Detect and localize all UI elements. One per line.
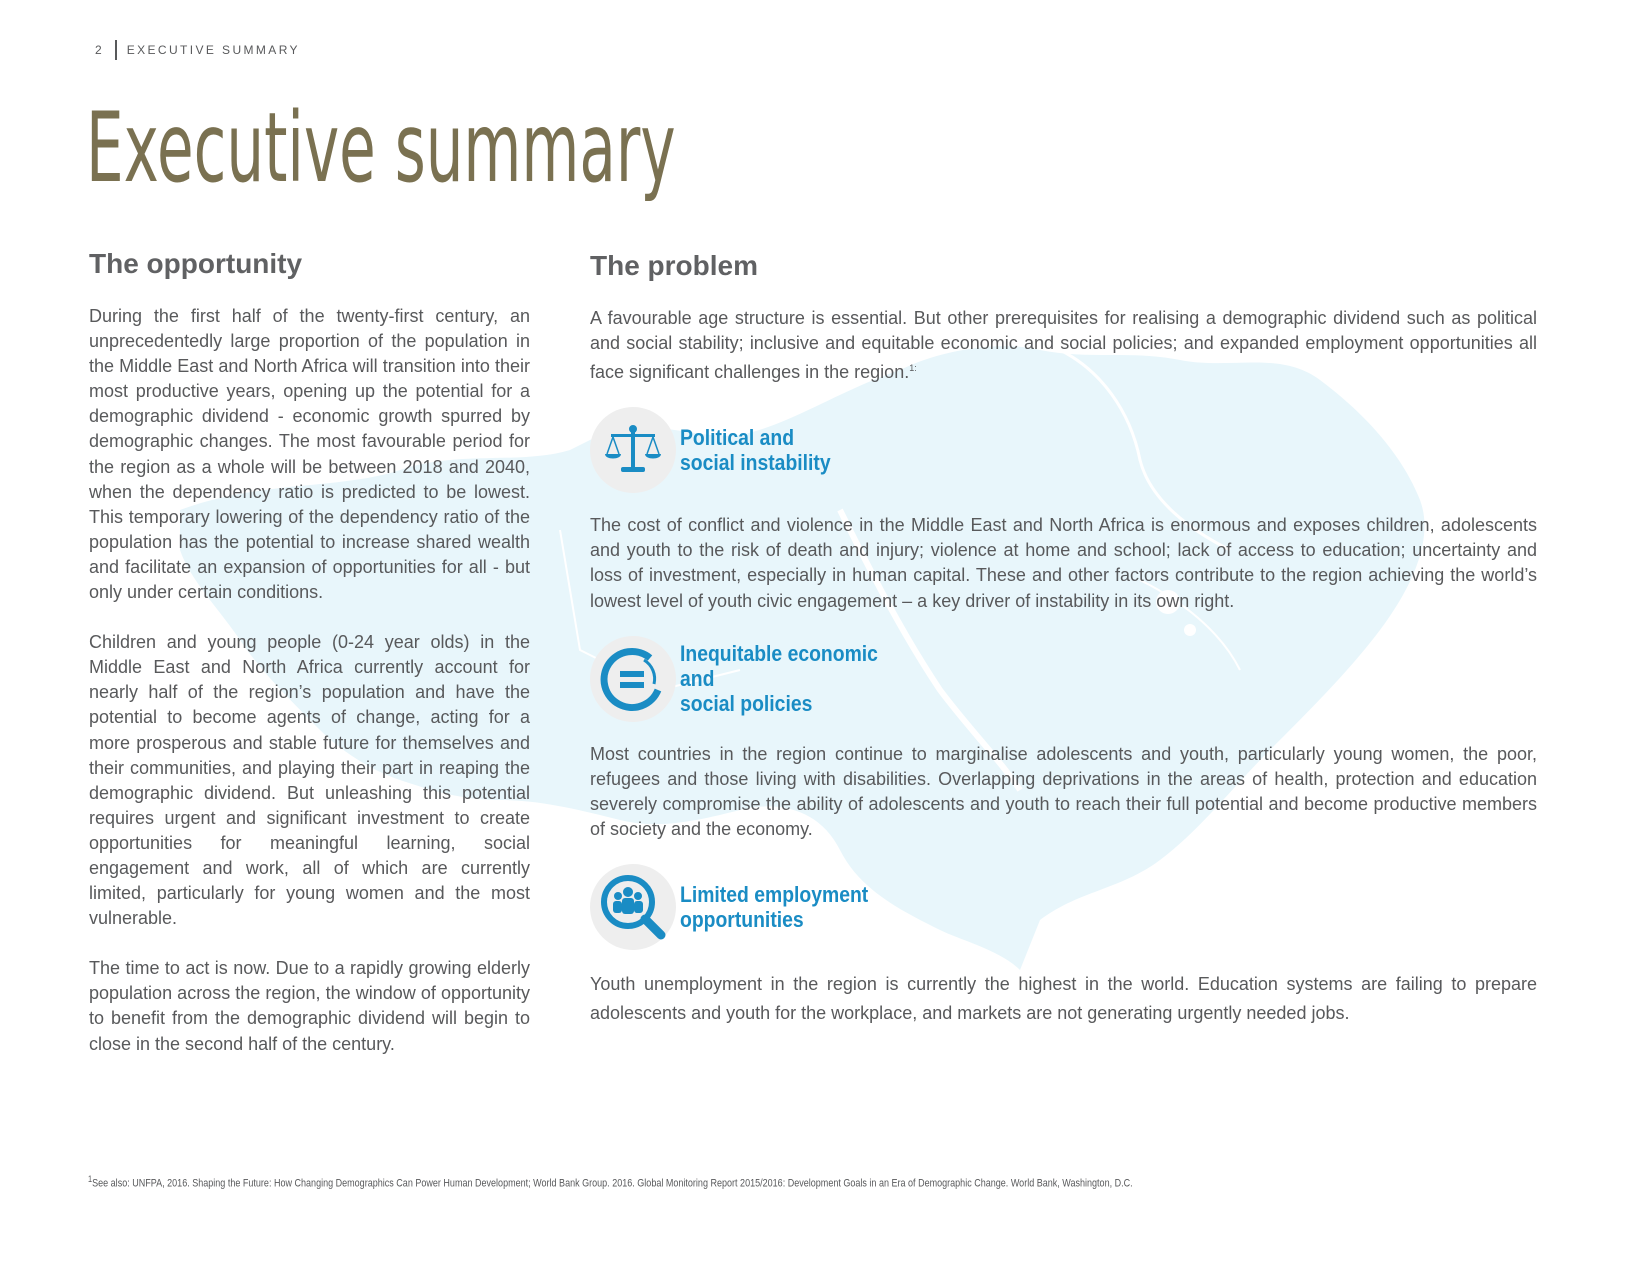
- header-divider: [115, 40, 117, 60]
- people-search-icon: [590, 864, 676, 950]
- equality-icon: [590, 636, 676, 722]
- problem-item-policies: [590, 636, 1537, 722]
- section-label: EXECUTIVE SUMMARY: [126, 43, 300, 57]
- opportunity-paragraph-1: During the first half of the twenty-first century, an unprecedentedly large proportion of the population in the Middle East and North Africa will transition into their most productive years, opening up the potential for a demographic dividend - economic growth spurred by demographic changes. The most favourable period for the region as a whole will be between 2018 and 2040, when the dependency ratio is predicted to be lowest. This temporary lowering of the dependency ratio of the population has the potential to increase shared wealth and facilitate an expansion of opportunities for all - but only under certain conditions.: [89, 306, 530, 603]
- page-header: [95, 40, 300, 60]
- problem-text-employment: Youth unemployment in the region is currently the highest in the world. Education systems are failing to prepare adolescents and youth for the workplace, and markets are not generating urgently needed jobs.: [590, 974, 1537, 1024]
- problem-label-line: social instability: [680, 450, 831, 476]
- footnote-reference: 1:: [909, 363, 917, 374]
- problem-label-line: Political and: [680, 425, 795, 451]
- opportunity-paragraph-2: Children and young people (0-24 year olds) in the Middle East and North Africa currently account for nearly half of the region’s population and have the potential to become agents of change, acting for a more prosperous and stable future for themselves and their communities, and playing their part in reaping the demographic dividend. But unleashing this potential requires urgent and significant investment to create opportunities for meaningful learning, social engagement and work, all of which are currently limited, particularly for young women and the most vulnerable.: [89, 632, 530, 929]
- problem-label: [680, 641, 909, 716]
- problem-intro-text: A favourable age structure is essential. But other prerequisites for realising a demographic dividend such as political and social stability; inclusive and equitable economic and social policies; and expanded employment opportunities all face significant challenges in the region.: [590, 308, 1537, 383]
- page-number: 2: [95, 43, 103, 57]
- problem-text-political: The cost of conflict and violence in the Middle East and North Africa is enormous and exposes children, adolescents and youth to the risk of death and injury; violence at home and school; lack of access to education; uncertainty and loss of investment, especially in human capital. These and other factors contribute to the region achieving the world’s lowest level of youth civic engagement – a key driver of instability in its own right.: [590, 515, 1537, 611]
- problem-label-line: Inequitable economic and: [680, 641, 878, 692]
- footnote: [88, 1174, 1133, 1190]
- problem-label-line: social policies: [680, 691, 813, 717]
- problem-label-line: opportunities: [680, 907, 804, 933]
- opportunity-paragraph-3: The time to act is now. Due to a rapidly growing elderly population across the region, the window of opportunity to benefit from the demographic dividend will begin to close in the second half of the century.: [89, 958, 530, 1054]
- problem-item-political: [590, 407, 1537, 493]
- problem-text-policies: Most countries in the region continue to marginalise adolescents and youth, particularly young women, the poor, refugees and those living with disabilities. Overlapping deprivations in the areas of health, protection and education severely compromise the ability of adolescents and youth to reach their full potential and become productive members of society and the economy.: [590, 743, 1537, 839]
- opportunity-column: [89, 248, 530, 1082]
- problem-heading: The problem: [590, 250, 759, 281]
- footnote-mark: 1: [88, 1174, 93, 1184]
- problem-column: [590, 250, 1537, 1028]
- scales-icon: [590, 407, 676, 493]
- problem-label: [680, 425, 909, 475]
- opportunity-heading: The opportunity: [89, 248, 303, 279]
- problem-label: [680, 882, 909, 932]
- problem-item-employment: [590, 864, 1537, 950]
- footnote-text: See also: UNFPA, 2016. Shaping the Future: How Changing Demographics Can Power Human Development; World Bank Group. 2016. Global Monitoring Report 2015/2016: Development Goals in an Era of Demographic Change. World Bank, Washington, D.C.: [92, 1177, 1133, 1190]
- page-title: Executive summary: [86, 92, 676, 204]
- problem-intro: [590, 306, 1537, 385]
- problem-label-line: Limited employment: [680, 882, 869, 908]
